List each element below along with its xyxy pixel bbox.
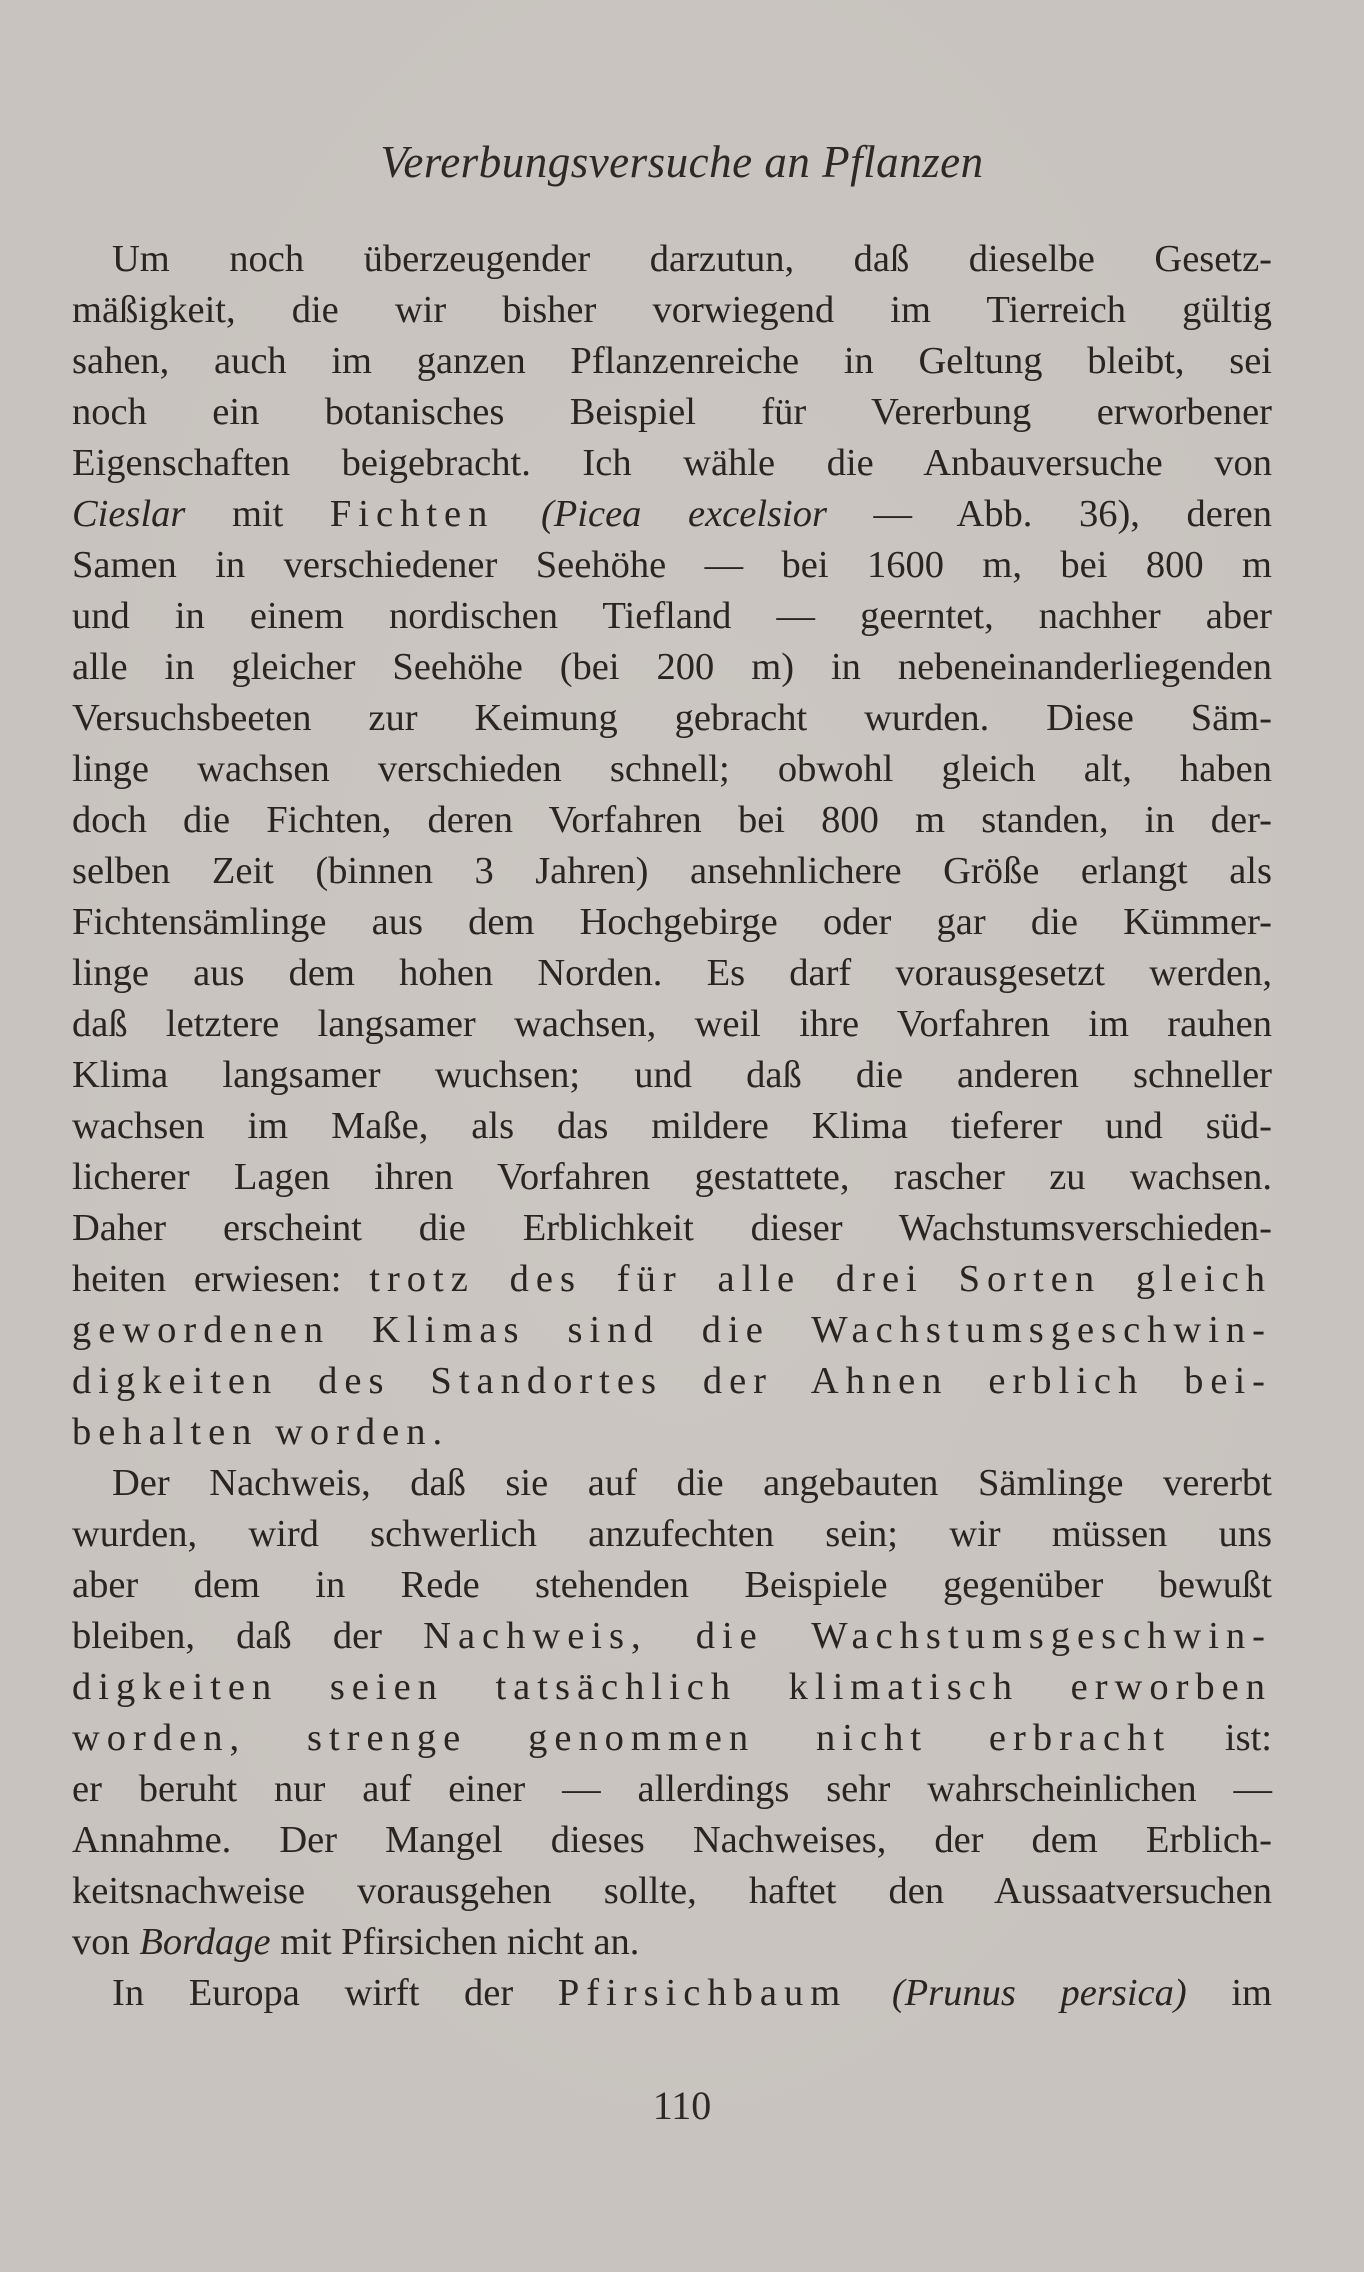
text-line — [72, 744, 1272, 795]
text-line — [72, 1917, 1272, 1968]
spaced-emphasis: trotz des für alle drei Sorten gleich — [369, 1258, 1272, 1300]
text-line — [72, 1662, 1272, 1713]
text-line — [72, 1356, 1272, 1407]
text-line — [72, 1560, 1272, 1611]
text-line — [72, 1203, 1272, 1254]
text-span: Versuchsbeeten zur Keimung gebracht wurden. Diese Säm- — [72, 697, 1272, 739]
text-span: Annahme. Der Mangel dieses Nachweises, der dem Erblich- — [72, 1819, 1272, 1861]
text-line — [72, 591, 1272, 642]
running-head: Vererbungsversuche an Pflanzen — [380, 137, 984, 187]
text-span: — Abb. 36), deren — [826, 493, 1273, 535]
text-line — [72, 234, 1272, 285]
text-span: aber dem in Rede stehenden Beispiele gegenüber bewußt — [72, 1564, 1272, 1606]
text-line — [72, 1815, 1272, 1866]
text-line — [72, 540, 1272, 591]
spaced-emphasis: digkeiten seien tatsächlich klimatisch erworben — [72, 1666, 1272, 1708]
spaced-emphasis: Pfirsichbaum — [557, 1972, 848, 2014]
text-span: mit Pfirsichen nicht an. — [270, 1921, 640, 1963]
text-line — [72, 1764, 1272, 1815]
text-line — [72, 999, 1272, 1050]
text-line — [72, 1713, 1272, 1764]
text-span: selben Zeit (binnen 3 Jahren) ansehnlichere Größe erlangt als — [72, 850, 1272, 892]
text-span: doch die Fichten, deren Vorfahren bei 800 m standen, in der- — [72, 799, 1272, 841]
text-line — [72, 693, 1272, 744]
text-line — [72, 1101, 1272, 1152]
text-span: Um noch überzeugender darzutun, daß dieselbe Gesetz- — [112, 238, 1272, 280]
text-span: In Europa wirft der — [112, 1972, 558, 2014]
text-line — [72, 795, 1272, 846]
text-span: linge wachsen verschieden schnell; obwohl gleich alt, haben — [72, 748, 1272, 790]
text-span: noch ein botanisches Beispiel für Vererbung erworbener — [72, 391, 1272, 433]
text-line — [72, 438, 1272, 489]
text-line — [72, 846, 1272, 897]
text-line — [72, 387, 1272, 438]
text-span — [494, 493, 541, 535]
species-name: (Picea excelsior — [540, 493, 827, 535]
spaced-emphasis: worden, strenge genommen nicht erbracht — [72, 1717, 1172, 1759]
text-line — [72, 489, 1272, 540]
text-span: und in einem nordischen Tiefland — geerntet, nachher aber — [72, 595, 1272, 637]
spaced-emphasis: Fichten — [329, 493, 495, 535]
text-span: er beruht nur auf einer — allerdings sehr wahrscheinlichen — — [72, 1768, 1272, 1810]
text-line — [72, 1968, 1272, 2019]
body-text — [72, 234, 1272, 2019]
text-line — [72, 1509, 1272, 1560]
author-name-bordage: Bordage — [139, 1921, 271, 1963]
text-span: ist: — [1171, 1717, 1273, 1759]
text-span: Daher erscheint die Erblichkeit dieser Wachstumsverschieden- — [72, 1207, 1272, 1249]
text-line — [72, 642, 1272, 693]
spaced-emphasis: Nachweis, die Wachstumsgeschwin- — [423, 1615, 1272, 1657]
text-span: linge aus dem hohen Norden. Es darf vorausgesetzt werden, — [72, 952, 1272, 994]
text-span: daß letztere langsamer wachsen, weil ihre Vorfahren im rauhen — [72, 1003, 1272, 1045]
text-span: licherer Lagen ihren Vorfahren gestattete, rascher zu wachsen. — [72, 1156, 1272, 1198]
text-span: mit — [185, 493, 330, 535]
text-span: von — [72, 1921, 140, 1963]
text-span: im — [1186, 1972, 1272, 2014]
text-span: wachsen im Maße, als das mildere Klima tieferer und süd- — [72, 1105, 1272, 1147]
text-span: wurden, wird schwerlich anzufechten sein; wir müssen uns — [72, 1513, 1272, 1555]
text-line — [72, 1305, 1272, 1356]
text-line — [72, 897, 1272, 948]
text-span — [847, 1972, 892, 2014]
text-span: mäßigkeit, die wir bisher vorwiegend im Tierreich gültig — [72, 289, 1272, 331]
text-line — [72, 1254, 1272, 1305]
spaced-emphasis: gewordenen Klimas sind die Wachstumsgeschwin- — [72, 1309, 1272, 1351]
species-name: (Prunus persica) — [891, 1972, 1187, 2014]
text-span: Klima langsamer wuchsen; und daß die anderen schneller — [72, 1054, 1272, 1096]
text-line — [72, 1050, 1272, 1101]
spaced-emphasis: digkeiten des Standortes der Ahnen erblich bei- — [72, 1360, 1272, 1402]
text-span: Der Nachweis, daß sie auf die angebauten Sämlinge vererbt — [112, 1462, 1272, 1504]
text-line — [72, 1866, 1272, 1917]
text-span: Eigenschaften beigebracht. Ich wähle die Anbauversuche von — [72, 442, 1272, 484]
text-span: sahen, auch im ganzen Pflanzenreiche in Geltung bleibt, sei — [72, 340, 1272, 382]
spaced-emphasis: behalten worden. — [72, 1411, 450, 1453]
page-number: 110 — [652, 2083, 712, 2128]
text-line — [72, 1611, 1272, 1662]
text-span: alle in gleicher Seehöhe (bei 200 m) in nebeneinanderliegenden — [72, 646, 1272, 688]
text-span: Fichtensämlinge aus dem Hochgebirge oder gar die Kümmer- — [72, 901, 1272, 943]
text-span: keitsnachweise vorausgehen sollte, haftet den Aussaatversuchen — [72, 1870, 1272, 1912]
text-line — [72, 1152, 1272, 1203]
text-span: heiten erwiesen: — [72, 1258, 370, 1300]
text-line — [72, 948, 1272, 999]
text-span: bleiben, daß der — [72, 1615, 424, 1657]
text-line — [72, 285, 1272, 336]
text-line — [72, 336, 1272, 387]
text-line — [72, 1407, 1272, 1458]
author-name-cieslar: Cieslar — [72, 493, 186, 535]
text-span: Samen in verschiedener Seehöhe — bei 1600 m, bei 800 m — [72, 544, 1272, 586]
text-line — [72, 1458, 1272, 1509]
